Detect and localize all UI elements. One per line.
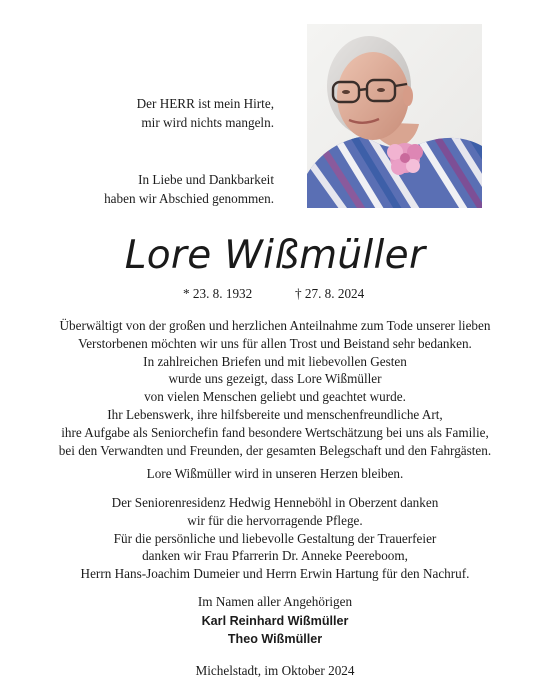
deceased-name: Lore Wißmüller (124, 233, 426, 278)
text-line: bei den Verwandten und Freunden, der gesamten Belegschaft und den Fahrgästen. (58, 442, 492, 458)
text-line: von vielen Menschen geliebt und geachtet wurde. (144, 389, 406, 405)
farewell-line-2: haben wir Abschied genommen. (104, 191, 274, 206)
portrait-photo (307, 24, 482, 208)
farewell-text (104, 170, 274, 208)
gratitude-text (0, 317, 550, 459)
birth-date: * 23. 8. 1932 (183, 286, 253, 301)
text-line: wurde uns gezeigt, dass Lore Wißmüller (168, 371, 382, 387)
text-line: In zahlreichen Briefen und mit liebevollen Gesten (143, 353, 407, 369)
text-line: Herrn Hans-Joachim Dumeier und Herrn Erwin Hartung für den Nachruf. (80, 566, 470, 582)
text-line: ihre Aufgabe als Seniorchefin fand besondere Wertschätzung bei uns als Familie, (61, 424, 489, 440)
text-line: danken wir Frau Pfarrerin Dr. Anneke Peereboom, (142, 548, 408, 564)
place-date (0, 662, 550, 680)
place-date-text: Michelstadt, im Oktober 2024 (195, 663, 355, 678)
farewell-line-1: In Liebe und Dankbarkeit (138, 172, 274, 187)
remembrance-text (0, 465, 550, 483)
signature (0, 593, 550, 648)
signature-intro: Im Namen aller Angehörigen (197, 594, 353, 609)
thanks-text (0, 494, 550, 583)
text-line: Ihr Lebenswerk, ihre hilfsbereite und menschenfreundliche Art, (107, 406, 443, 422)
bible-quote-line-2: mir wird nichts mangeln. (141, 115, 274, 130)
signatory-name: Theo Wißmüller (227, 631, 323, 646)
text-line: Für die persönliche und liebevolle Gestaltung der Trauerfeier (113, 530, 437, 546)
text-line: Überwältigt von der großen und herzlichen Anteilnahme zum Tode unserer lieben (59, 318, 491, 333)
death-date: † 27. 8. 2024 (295, 286, 365, 301)
text-line: Verstorbenen möchten wir uns für allen Trost und Beistand sehr bedanken. (78, 335, 472, 351)
text-line: wir für die hervorragende Pflege. (187, 512, 363, 528)
bible-quote (137, 94, 274, 132)
text-line: Der Seniorenresidenz Hedwig Henneböhl in Oberzent danken (111, 495, 439, 510)
bible-quote-line-1: Der HERR ist mein Hirte, (136, 96, 274, 111)
text-line: Lore Wißmüller wird in unseren Herzen bleiben. (146, 466, 404, 481)
signatory-name: Karl Reinhard Wißmüller (201, 613, 349, 628)
